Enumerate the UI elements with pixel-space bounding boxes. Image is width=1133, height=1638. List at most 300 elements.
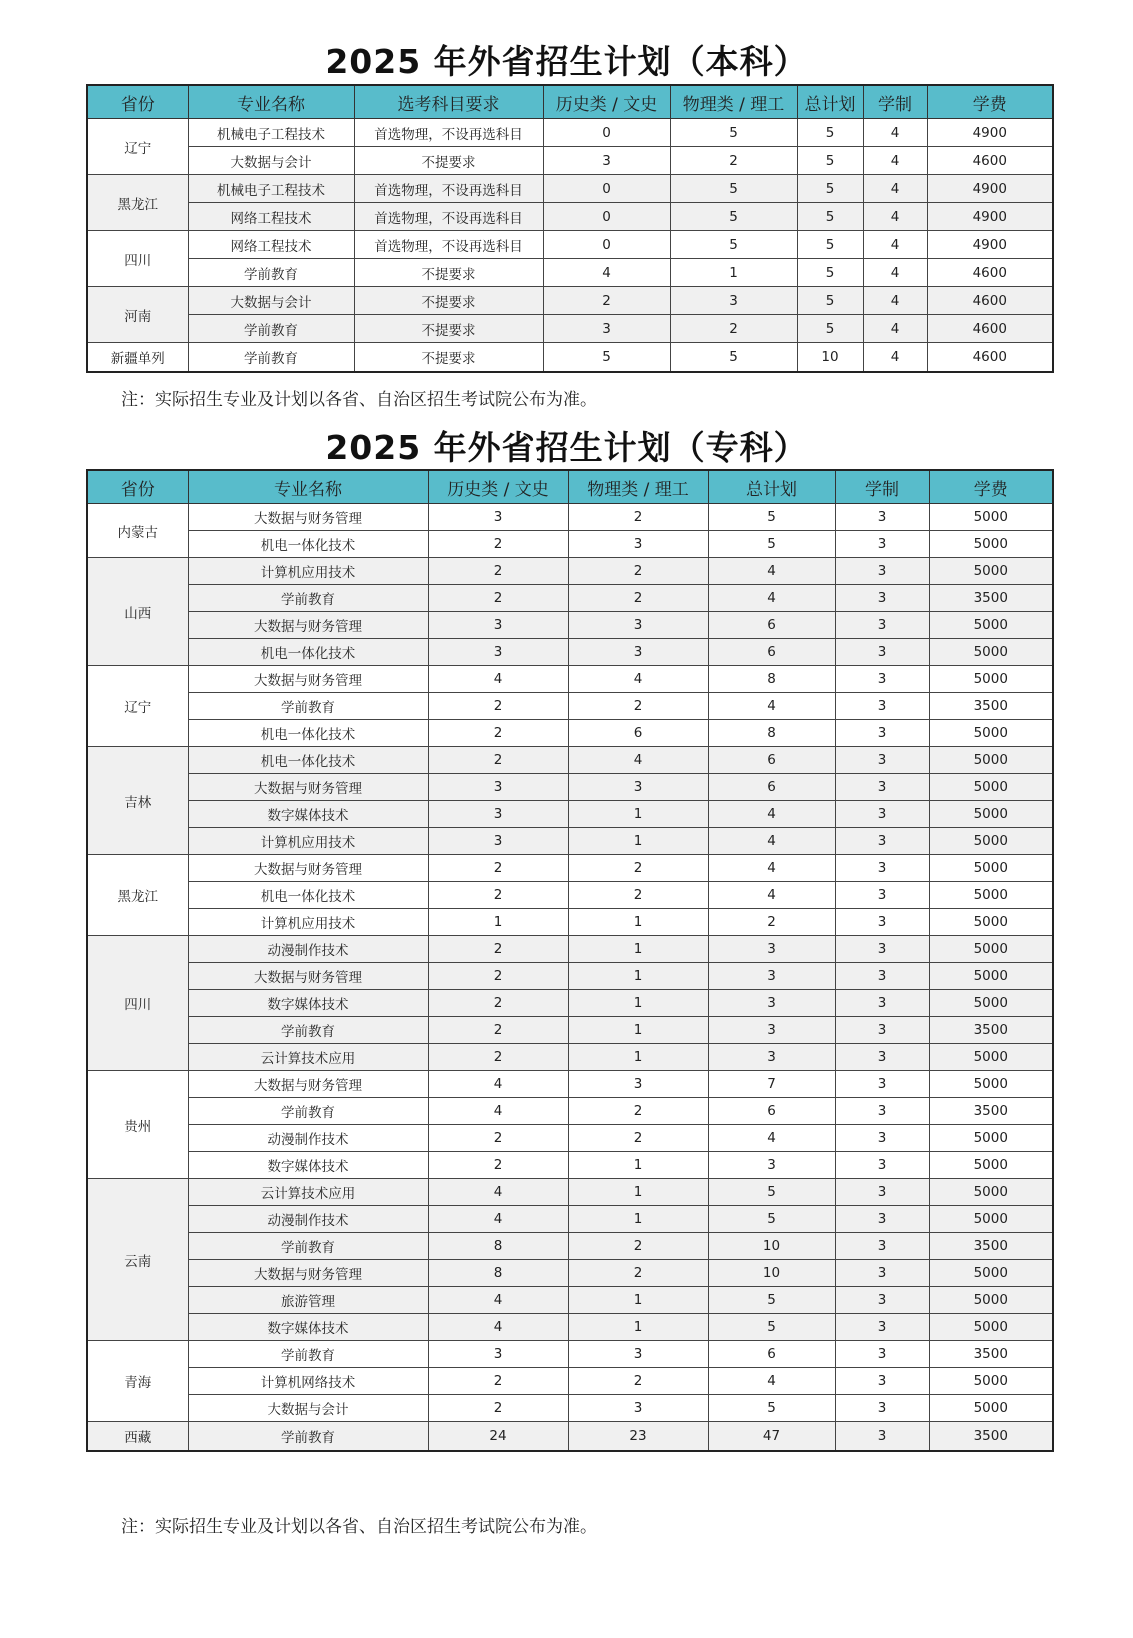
total-cell: 8 (708, 666, 835, 693)
fee-cell: 4900 (927, 203, 1053, 231)
table-row (87, 1152, 1053, 1179)
major-cell: 大数据与会计 (188, 1395, 428, 1422)
years-cell: 3 (835, 1098, 929, 1125)
total-cell: 5 (797, 119, 863, 147)
years-cell: 3 (835, 1206, 929, 1233)
total-cell: 4 (708, 828, 835, 855)
major-cell: 计算机应用技术 (188, 828, 428, 855)
header-history: 历史类 / 文史 (543, 85, 670, 119)
years-cell: 4 (863, 231, 927, 259)
phys-cell: 1 (568, 963, 708, 990)
years-cell: 3 (835, 909, 929, 936)
years-cell: 4 (863, 315, 927, 343)
total-cell: 5 (708, 504, 835, 531)
header-province: 省份 (87, 470, 188, 504)
major-cell: 机电一体化技术 (188, 747, 428, 774)
fee-cell: 5000 (929, 1152, 1053, 1179)
major-cell: 动漫制作技术 (188, 1125, 428, 1152)
phys-cell: 2 (670, 315, 797, 343)
years-cell: 3 (835, 639, 929, 666)
hist-cell: 4 (428, 1206, 568, 1233)
benke-header-row (87, 85, 1053, 119)
hist-cell: 2 (428, 1152, 568, 1179)
table-row (87, 147, 1053, 175)
fee-cell: 5000 (929, 990, 1053, 1017)
total-cell: 10 (708, 1260, 835, 1287)
table-row (87, 175, 1053, 203)
fee-cell: 4600 (927, 315, 1053, 343)
req-cell: 首选物理，不设再选科目 (354, 231, 543, 259)
hist-cell: 2 (428, 963, 568, 990)
fee-cell: 5000 (929, 747, 1053, 774)
phys-cell: 3 (568, 639, 708, 666)
total-cell: 10 (797, 343, 863, 373)
major-cell: 网络工程技术 (188, 231, 354, 259)
table-row (87, 882, 1053, 909)
years-cell: 3 (835, 1044, 929, 1071)
hist-cell: 2 (428, 882, 568, 909)
major-cell: 数字媒体技术 (188, 801, 428, 828)
hist-cell: 2 (428, 855, 568, 882)
total-cell: 4 (708, 855, 835, 882)
total-cell: 5 (797, 231, 863, 259)
years-cell: 3 (835, 504, 929, 531)
fee-cell: 3500 (929, 1422, 1053, 1452)
hist-cell: 0 (543, 175, 670, 203)
table-row (87, 1071, 1053, 1098)
total-cell: 5 (708, 1287, 835, 1314)
header-years: 学制 (863, 85, 927, 119)
table-row (87, 990, 1053, 1017)
table-row (87, 801, 1053, 828)
years-cell: 3 (835, 1287, 929, 1314)
total-cell: 5 (708, 1314, 835, 1341)
major-cell: 大数据与财务管理 (188, 666, 428, 693)
table-row (87, 558, 1053, 585)
table-row (87, 287, 1053, 315)
phys-cell: 1 (568, 1314, 708, 1341)
hist-cell: 8 (428, 1233, 568, 1260)
major-cell: 机械电子工程技术 (188, 119, 354, 147)
years-cell: 3 (835, 1179, 929, 1206)
hist-cell: 2 (428, 720, 568, 747)
table-row (87, 1314, 1053, 1341)
fee-cell: 5000 (929, 558, 1053, 585)
phys-cell: 5 (670, 203, 797, 231)
zhuanke-table (86, 469, 1054, 1452)
years-cell: 3 (835, 801, 929, 828)
province-cell: 贵州 (87, 1071, 188, 1179)
years-cell: 3 (835, 585, 929, 612)
major-cell: 数字媒体技术 (188, 1314, 428, 1341)
major-cell: 机电一体化技术 (188, 531, 428, 558)
province-cell: 山西 (87, 558, 188, 666)
province-cell: 辽宁 (87, 666, 188, 747)
major-cell: 计算机应用技术 (188, 909, 428, 936)
fee-cell: 5000 (929, 801, 1053, 828)
major-cell: 计算机网络技术 (188, 1368, 428, 1395)
hist-cell: 3 (428, 504, 568, 531)
phys-cell: 23 (568, 1422, 708, 1452)
benke-note: 注：实际招生专业及计划以各省、自治区招生考试院公布为准。 (121, 390, 597, 410)
fee-cell: 3500 (929, 1233, 1053, 1260)
total-cell: 5 (797, 259, 863, 287)
hist-cell: 3 (428, 612, 568, 639)
hist-cell: 4 (428, 1179, 568, 1206)
fee-cell: 5000 (929, 1071, 1053, 1098)
phys-cell: 1 (568, 909, 708, 936)
years-cell: 3 (835, 666, 929, 693)
req-cell: 首选物理，不设再选科目 (354, 203, 543, 231)
table-row (87, 1125, 1053, 1152)
major-cell: 机电一体化技术 (188, 882, 428, 909)
years-cell: 3 (835, 531, 929, 558)
fee-cell: 5000 (929, 828, 1053, 855)
hist-cell: 2 (428, 990, 568, 1017)
phys-cell: 2 (670, 147, 797, 175)
table-row (87, 1422, 1053, 1452)
hist-cell: 2 (428, 1017, 568, 1044)
fee-cell: 4600 (927, 343, 1053, 373)
major-cell: 大数据与财务管理 (188, 504, 428, 531)
table-row (87, 119, 1053, 147)
major-cell: 大数据与会计 (188, 147, 354, 175)
header-fee: 学费 (927, 85, 1053, 119)
fee-cell: 5000 (929, 1044, 1053, 1071)
hist-cell: 8 (428, 1260, 568, 1287)
total-cell: 5 (708, 1395, 835, 1422)
table-row (87, 203, 1053, 231)
req-cell: 不提要求 (354, 315, 543, 343)
total-cell: 6 (708, 747, 835, 774)
phys-cell: 2 (568, 1368, 708, 1395)
hist-cell: 4 (543, 259, 670, 287)
major-cell: 学前教育 (188, 315, 354, 343)
fee-cell: 5000 (929, 1125, 1053, 1152)
table-row (87, 1044, 1053, 1071)
hist-cell: 4 (428, 1314, 568, 1341)
fee-cell: 4900 (927, 231, 1053, 259)
hist-cell: 2 (428, 531, 568, 558)
years-cell: 3 (835, 828, 929, 855)
header-total: 总计划 (708, 470, 835, 504)
major-cell: 云计算技术应用 (188, 1179, 428, 1206)
years-cell: 3 (835, 1314, 929, 1341)
hist-cell: 2 (428, 1044, 568, 1071)
fee-cell: 3500 (929, 1098, 1053, 1125)
fee-cell: 5000 (929, 1314, 1053, 1341)
fee-cell: 4600 (927, 147, 1053, 175)
hist-cell: 5 (543, 343, 670, 373)
table-row (87, 259, 1053, 287)
hist-cell: 4 (428, 1071, 568, 1098)
hist-cell: 2 (428, 1368, 568, 1395)
total-cell: 4 (708, 801, 835, 828)
total-cell: 6 (708, 1341, 835, 1368)
phys-cell: 2 (568, 1125, 708, 1152)
major-cell: 计算机应用技术 (188, 558, 428, 585)
total-cell: 3 (708, 936, 835, 963)
table-row (87, 1287, 1053, 1314)
table-row (87, 504, 1053, 531)
major-cell: 机电一体化技术 (188, 720, 428, 747)
req-cell: 不提要求 (354, 259, 543, 287)
phys-cell: 1 (568, 1179, 708, 1206)
hist-cell: 3 (428, 828, 568, 855)
years-cell: 3 (835, 1017, 929, 1044)
fee-cell: 5000 (929, 774, 1053, 801)
years-cell: 3 (835, 1395, 929, 1422)
fee-cell: 5000 (929, 1260, 1053, 1287)
total-cell: 10 (708, 1233, 835, 1260)
fee-cell: 5000 (929, 882, 1053, 909)
major-cell: 学前教育 (188, 1422, 428, 1452)
table-row (87, 855, 1053, 882)
phys-cell: 3 (568, 1341, 708, 1368)
major-cell: 大数据与会计 (188, 287, 354, 315)
total-cell: 6 (708, 639, 835, 666)
table-row (87, 343, 1053, 373)
header-major: 专业名称 (188, 470, 428, 504)
fee-cell: 5000 (929, 639, 1053, 666)
major-cell: 大数据与财务管理 (188, 612, 428, 639)
years-cell: 3 (835, 936, 929, 963)
fee-cell: 5000 (929, 963, 1053, 990)
fee-cell: 3500 (929, 693, 1053, 720)
fee-cell: 5000 (929, 1368, 1053, 1395)
hist-cell: 0 (543, 119, 670, 147)
phys-cell: 1 (568, 1287, 708, 1314)
years-cell: 3 (835, 990, 929, 1017)
fee-cell: 3500 (929, 585, 1053, 612)
phys-cell: 1 (568, 990, 708, 1017)
total-cell: 6 (708, 774, 835, 801)
req-cell: 首选物理，不设再选科目 (354, 175, 543, 203)
phys-cell: 1 (568, 1044, 708, 1071)
phys-cell: 2 (568, 1260, 708, 1287)
phys-cell: 2 (568, 882, 708, 909)
fee-cell: 4600 (927, 259, 1053, 287)
years-cell: 4 (863, 203, 927, 231)
hist-cell: 4 (428, 1098, 568, 1125)
header-physics: 物理类 / 理工 (568, 470, 708, 504)
phys-cell: 6 (568, 720, 708, 747)
years-cell: 3 (835, 963, 929, 990)
req-cell: 不提要求 (354, 343, 543, 373)
major-cell: 学前教育 (188, 259, 354, 287)
table-row (87, 1206, 1053, 1233)
header-history: 历史类 / 文史 (428, 470, 568, 504)
years-cell: 4 (863, 287, 927, 315)
fee-cell: 5000 (929, 936, 1053, 963)
benke-table (86, 84, 1054, 373)
total-cell: 2 (708, 909, 835, 936)
province-cell: 辽宁 (87, 119, 188, 175)
major-cell: 学前教育 (188, 1341, 428, 1368)
major-cell: 旅游管理 (188, 1287, 428, 1314)
phys-cell: 2 (568, 558, 708, 585)
province-cell: 新疆单列 (87, 343, 188, 373)
fee-cell: 4900 (927, 119, 1053, 147)
phys-cell: 2 (568, 1098, 708, 1125)
fee-cell: 5000 (929, 504, 1053, 531)
phys-cell: 2 (568, 585, 708, 612)
hist-cell: 2 (543, 287, 670, 315)
header-requirement: 选考科目要求 (354, 85, 543, 119)
header-physics: 物理类 / 理工 (670, 85, 797, 119)
total-cell: 8 (708, 720, 835, 747)
total-cell: 3 (708, 1017, 835, 1044)
fee-cell: 5000 (929, 1179, 1053, 1206)
major-cell: 大数据与财务管理 (188, 963, 428, 990)
zhuanke-title: 2025 年外省招生计划（专科） (325, 428, 808, 467)
fee-cell: 4600 (927, 287, 1053, 315)
years-cell: 3 (835, 1152, 929, 1179)
total-cell: 5 (797, 147, 863, 175)
province-cell: 黑龙江 (87, 175, 188, 231)
benke-title: 2025 年外省招生计划（本科） (325, 42, 808, 81)
major-cell: 学前教育 (188, 585, 428, 612)
hist-cell: 2 (428, 558, 568, 585)
major-cell: 学前教育 (188, 1017, 428, 1044)
fee-cell: 5000 (929, 612, 1053, 639)
table-row (87, 231, 1053, 259)
total-cell: 3 (708, 1152, 835, 1179)
phys-cell: 1 (568, 1017, 708, 1044)
table-row (87, 774, 1053, 801)
hist-cell: 4 (428, 666, 568, 693)
years-cell: 3 (835, 1233, 929, 1260)
major-cell: 数字媒体技术 (188, 990, 428, 1017)
table-row (87, 666, 1053, 693)
total-cell: 7 (708, 1071, 835, 1098)
phys-cell: 1 (568, 1152, 708, 1179)
major-cell: 学前教育 (188, 1233, 428, 1260)
table-row (87, 1179, 1053, 1206)
hist-cell: 3 (428, 774, 568, 801)
hist-cell: 3 (543, 315, 670, 343)
phys-cell: 4 (568, 747, 708, 774)
years-cell: 4 (863, 175, 927, 203)
total-cell: 4 (708, 1368, 835, 1395)
hist-cell: 2 (428, 585, 568, 612)
phys-cell: 5 (670, 231, 797, 259)
hist-cell: 3 (428, 1341, 568, 1368)
major-cell: 动漫制作技术 (188, 936, 428, 963)
years-cell: 3 (835, 720, 929, 747)
phys-cell: 5 (670, 119, 797, 147)
phys-cell: 2 (568, 1233, 708, 1260)
hist-cell: 2 (428, 747, 568, 774)
phys-cell: 2 (568, 855, 708, 882)
years-cell: 3 (835, 855, 929, 882)
table-row (87, 1017, 1053, 1044)
table-row (87, 909, 1053, 936)
years-cell: 3 (835, 1071, 929, 1098)
major-cell: 学前教育 (188, 1098, 428, 1125)
total-cell: 4 (708, 1125, 835, 1152)
major-cell: 网络工程技术 (188, 203, 354, 231)
years-cell: 4 (863, 119, 927, 147)
hist-cell: 3 (428, 801, 568, 828)
zhuanke-note: 注：实际招生专业及计划以各省、自治区招生考试院公布为准。 (121, 1517, 597, 1537)
years-cell: 3 (835, 774, 929, 801)
total-cell: 5 (797, 287, 863, 315)
fee-cell: 4900 (927, 175, 1053, 203)
zhuanke-header-row (87, 470, 1053, 504)
header-years: 学制 (835, 470, 929, 504)
total-cell: 5 (708, 1179, 835, 1206)
total-cell: 5 (797, 315, 863, 343)
major-cell: 数字媒体技术 (188, 1152, 428, 1179)
fee-cell: 5000 (929, 909, 1053, 936)
phys-cell: 1 (568, 1206, 708, 1233)
province-cell: 云南 (87, 1179, 188, 1341)
fee-cell: 5000 (929, 720, 1053, 747)
total-cell: 4 (708, 585, 835, 612)
phys-cell: 1 (568, 801, 708, 828)
total-cell: 3 (708, 963, 835, 990)
phys-cell: 3 (568, 774, 708, 801)
phys-cell: 3 (568, 1071, 708, 1098)
phys-cell: 3 (568, 1395, 708, 1422)
phys-cell: 3 (568, 531, 708, 558)
total-cell: 4 (708, 693, 835, 720)
table-row (87, 1341, 1053, 1368)
hist-cell: 2 (428, 936, 568, 963)
fee-cell: 5000 (929, 1287, 1053, 1314)
hist-cell: 24 (428, 1422, 568, 1452)
phys-cell: 5 (670, 175, 797, 203)
phys-cell: 2 (568, 504, 708, 531)
total-cell: 5 (797, 203, 863, 231)
hist-cell: 2 (428, 693, 568, 720)
table-row (87, 963, 1053, 990)
phys-cell: 1 (568, 936, 708, 963)
total-cell: 4 (708, 558, 835, 585)
table-row (87, 612, 1053, 639)
years-cell: 4 (863, 147, 927, 175)
req-cell: 首选物理，不设再选科目 (354, 119, 543, 147)
header-province: 省份 (87, 85, 188, 119)
req-cell: 不提要求 (354, 147, 543, 175)
hist-cell: 4 (428, 1287, 568, 1314)
province-cell: 四川 (87, 936, 188, 1071)
total-cell: 5 (708, 531, 835, 558)
years-cell: 3 (835, 1368, 929, 1395)
req-cell: 不提要求 (354, 287, 543, 315)
province-cell: 吉林 (87, 747, 188, 855)
table-row (87, 531, 1053, 558)
table-row (87, 747, 1053, 774)
province-cell: 四川 (87, 231, 188, 287)
years-cell: 3 (835, 558, 929, 585)
years-cell: 4 (863, 259, 927, 287)
table-row (87, 828, 1053, 855)
years-cell: 4 (863, 343, 927, 373)
major-cell: 机械电子工程技术 (188, 175, 354, 203)
hist-cell: 2 (428, 1395, 568, 1422)
table-row (87, 936, 1053, 963)
table-row (87, 1233, 1053, 1260)
fee-cell: 5000 (929, 855, 1053, 882)
years-cell: 3 (835, 612, 929, 639)
total-cell: 5 (708, 1206, 835, 1233)
fee-cell: 5000 (929, 531, 1053, 558)
major-cell: 大数据与财务管理 (188, 855, 428, 882)
phys-cell: 4 (568, 666, 708, 693)
table-row (87, 585, 1053, 612)
